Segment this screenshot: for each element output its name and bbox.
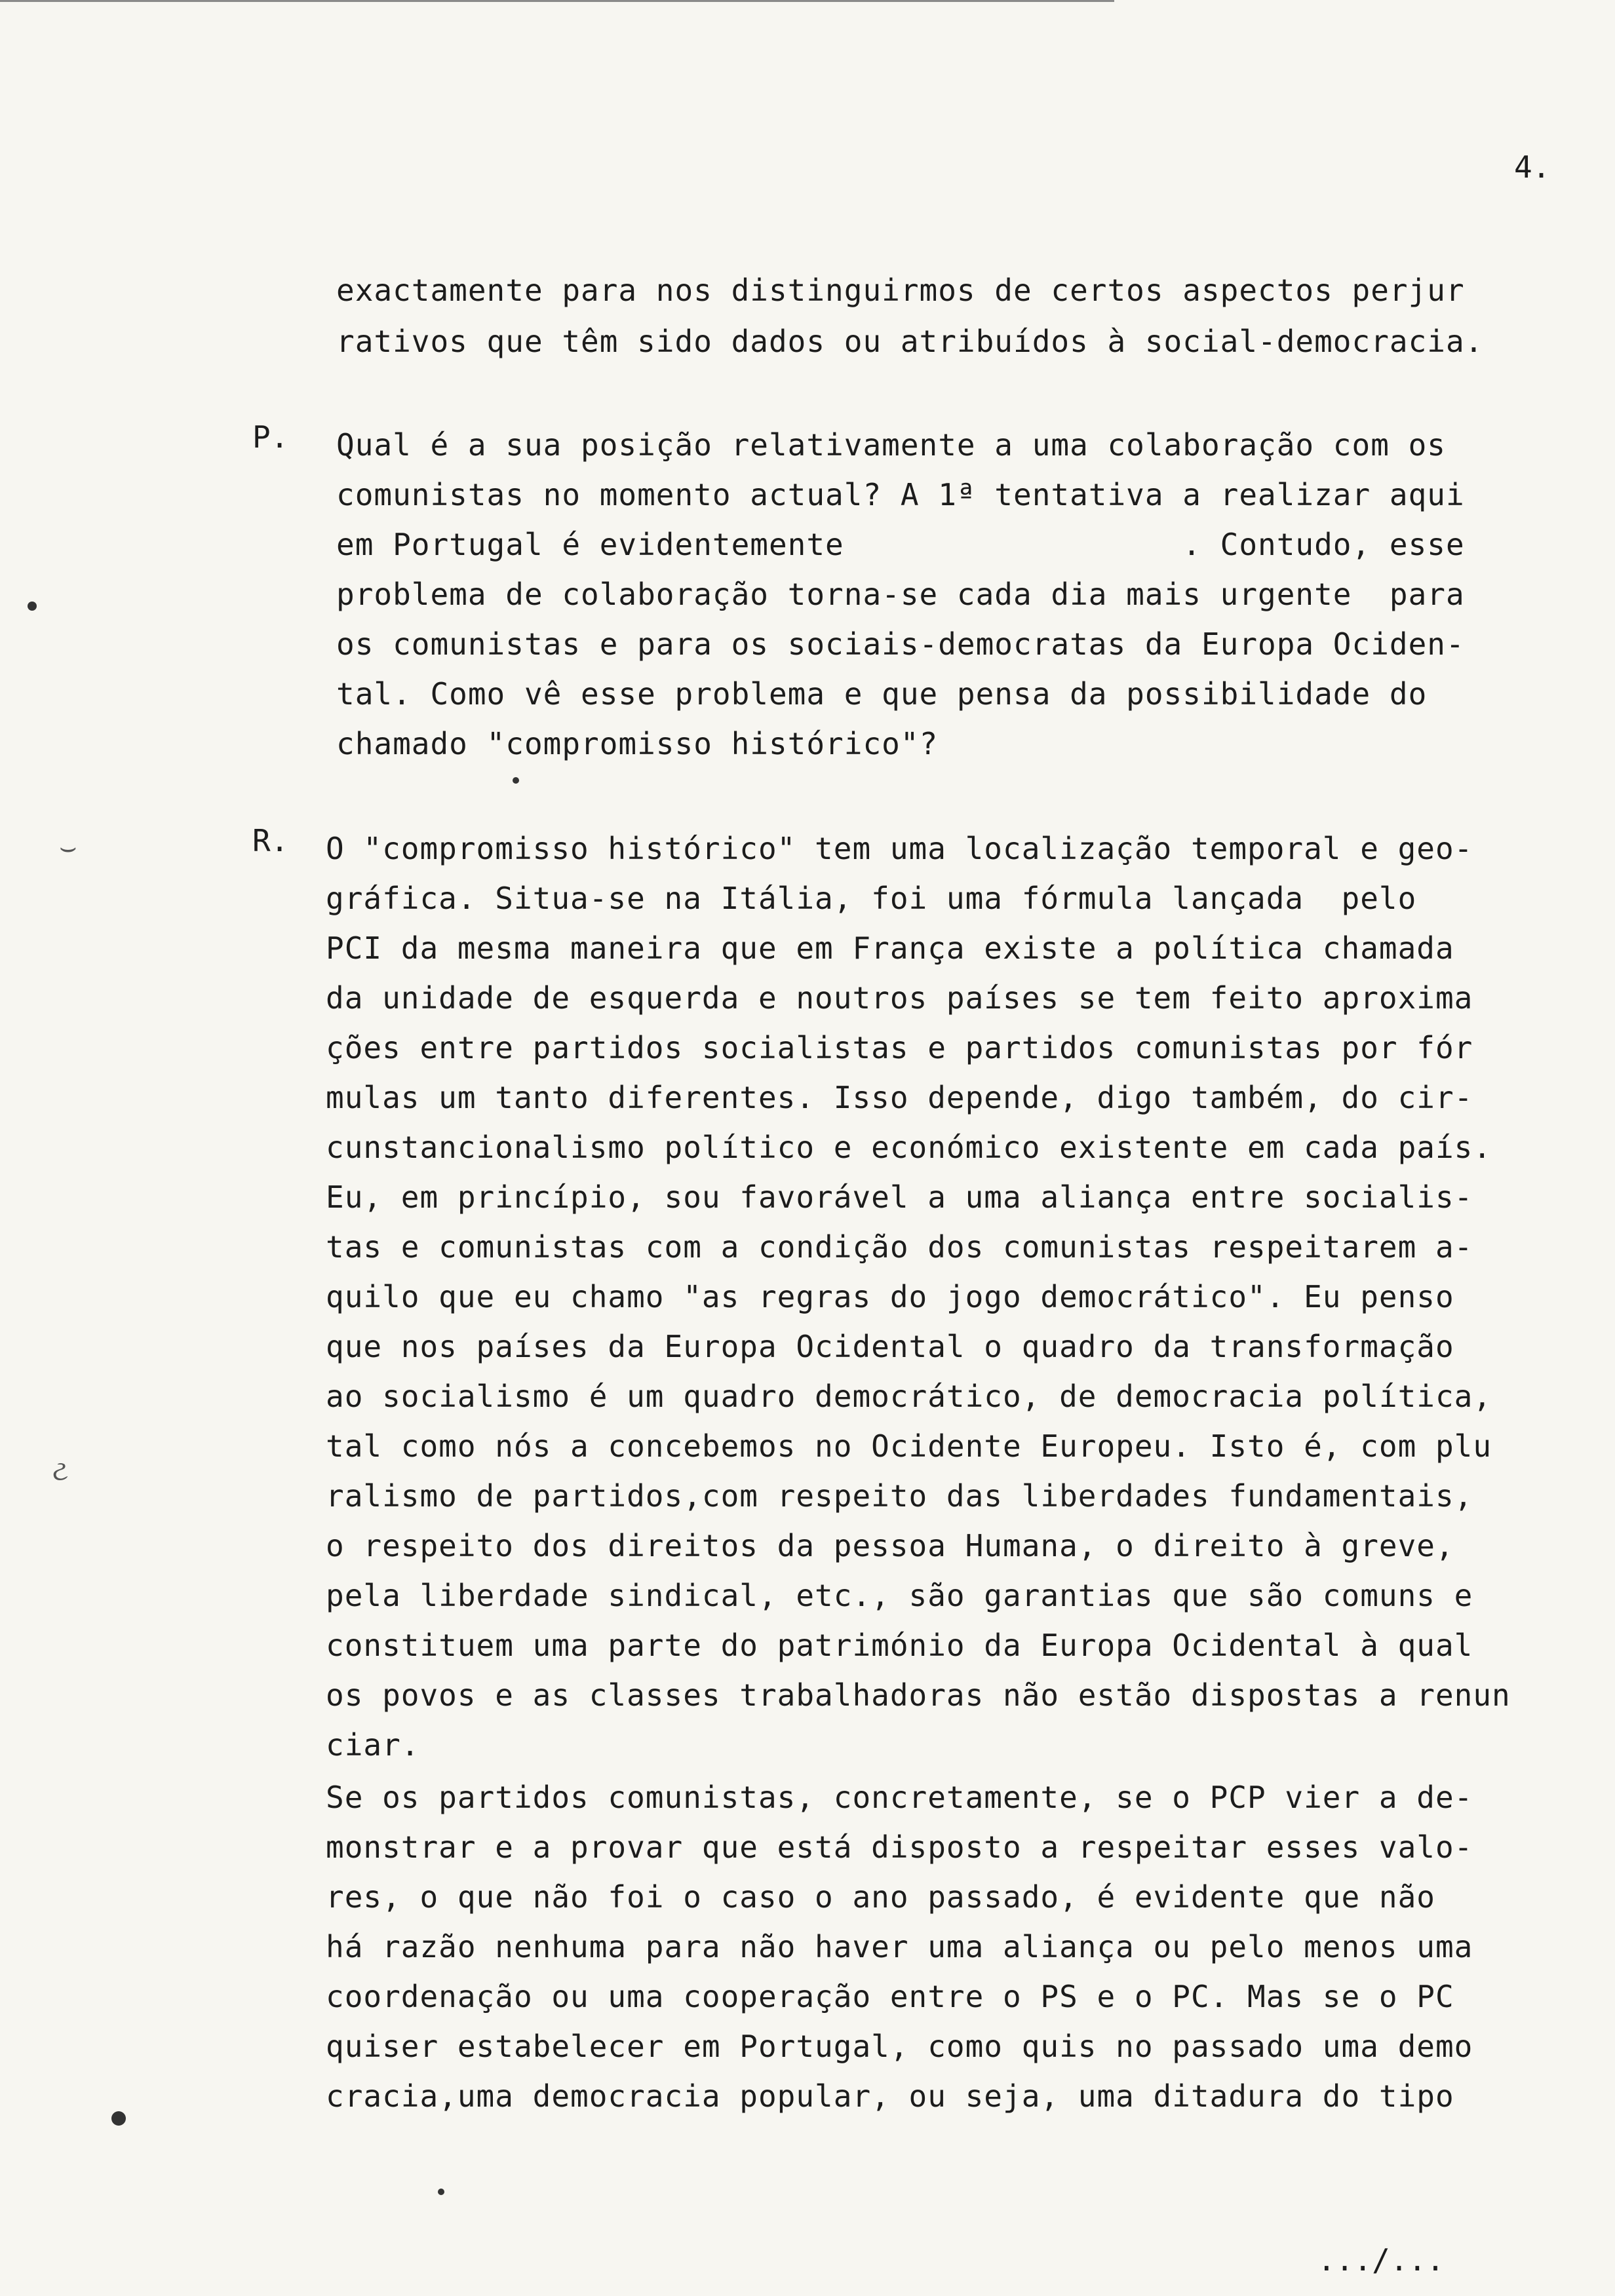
scan-speck [28, 602, 37, 611]
text-line: cunstancionalismo político e económico existente em cada país. [326, 1130, 1492, 1165]
text-line: cracia,uma democracia popular, ou seja, uma ditadura do tipo [326, 2078, 1454, 2114]
text-line: Eu, em princípio, sou favorável a uma aliança entre socialis- [326, 1179, 1473, 1215]
top-rule [0, 0, 1114, 2]
text-line: os povos e as classes trabalhadoras não estão dispostas a renun [326, 1677, 1511, 1713]
text-line: problema de colaboração torna-se cada dia mais urgente para [336, 577, 1465, 612]
text-line: ciar. [326, 1727, 420, 1763]
text-line: gráfica. Situa-se na Itália, foi uma fórmula lançada pelo [326, 881, 1417, 916]
text-line: da unidade de esquerda e noutros países se tem feito aproxima [326, 980, 1473, 1016]
text-line: os comunistas e para os sociais-democratas da Europa Ociden- [336, 626, 1465, 662]
text-line: constituem uma parte do património da Europa Ocidental à qual [326, 1628, 1473, 1663]
text-line: Se os partidos comunistas, concretamente, se o PCP vier a de- [326, 1780, 1473, 1815]
answer-marker: R. [252, 823, 289, 858]
text-line: mulas um tanto diferentes. Isso depende, digo também, do cir- [326, 1080, 1473, 1115]
text-line: há razão nenhuma para não haver uma aliança ou pelo menos uma [326, 1929, 1473, 1964]
text-line: tal como nós a concebemos no Ocidente Europeu. Isto é, com plu [326, 1428, 1492, 1464]
text-line: PCI da mesma maneira que em França existe a política chamada [326, 930, 1454, 966]
text-line: ralismo de partidos,com respeito das liberdades fundamentais, [326, 1478, 1473, 1514]
question-marker: P. [252, 419, 289, 455]
text-line: pela liberdade sindical, etc., são garantias que são comuns e [326, 1578, 1473, 1613]
text-line: ao socialismo é um quadro democrático, de democracia política, [326, 1379, 1492, 1414]
margin-mark: ⌣ [59, 831, 77, 863]
continuation-mark: .../... [1317, 2242, 1445, 2278]
margin-mark: ટ [52, 1455, 69, 1487]
scan-speck [513, 777, 519, 784]
text-line: em Portugal é evidentemente . Contudo, esse [336, 527, 1465, 562]
text-line: tal. Como vê esse problema e que pensa da possibilidade do [336, 676, 1428, 712]
text-line: ções entre partidos socialistas e partidos comunistas por fór [326, 1030, 1473, 1065]
page-number: 4. [1514, 149, 1551, 185]
text-line: que nos países da Europa Ocidental o quadro da transformação [326, 1329, 1454, 1364]
text-line: quiser estabelecer em Portugal, como quis no passado uma demo [326, 2029, 1473, 2064]
scan-speck [438, 2189, 444, 2195]
scan-speck [111, 2111, 126, 2126]
text-line: quilo que eu chamo "as regras do jogo democrático". Eu penso [326, 1279, 1454, 1314]
text-line: O "compromisso histórico" tem uma localização temporal e geo- [326, 831, 1473, 866]
text-line: exactamente para nos distinguirmos de certos aspectos perjur [336, 273, 1465, 308]
text-line: o respeito dos direitos da pessoa Humana, o direito à greve, [326, 1528, 1454, 1563]
text-line: res, o que não foi o caso o ano passado, é evidente que não [326, 1879, 1435, 1915]
text-line: coordenação ou uma cooperação entre o PS e o PC. Mas se o PC [326, 1979, 1454, 2014]
text-line: monstrar e a provar que está disposto a respeitar esses valo- [326, 1829, 1473, 1865]
text-line: tas e comunistas com a condição dos comunistas respeitarem a- [326, 1229, 1473, 1265]
text-line: comunistas no momento actual? A 1ª tentativa a realizar aqui [336, 477, 1465, 512]
text-line: rativos que têm sido dados ou atribuídos à social-democracia. [336, 324, 1484, 359]
text-line: chamado "compromisso histórico"? [336, 726, 939, 761]
text-line: Qual é a sua posição relativamente a uma colaboração com os [336, 427, 1446, 463]
